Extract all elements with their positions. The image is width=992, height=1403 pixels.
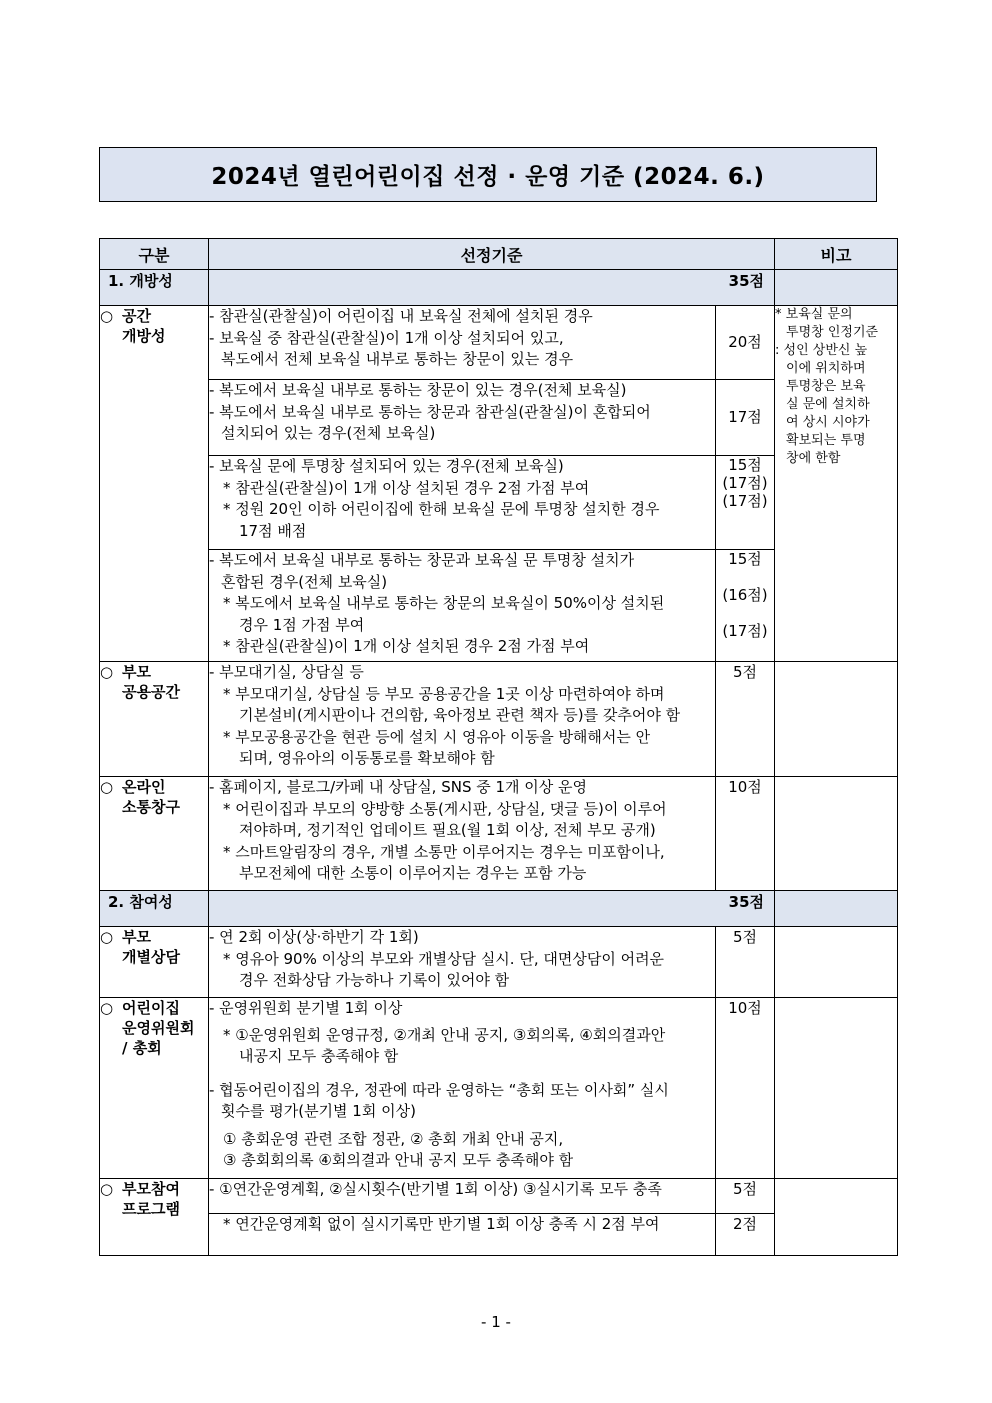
category-name: 어린이집 — [122, 999, 180, 1017]
points-value: (16점) — [722, 586, 768, 604]
points-value: (17점) — [722, 622, 768, 640]
section-score: 35점 — [209, 270, 775, 306]
header-category: 구분 — [100, 239, 209, 270]
criteria-line: 설치되어 있는 경우(전체 보육실) — [221, 424, 436, 442]
header-criteria: 선정기준 — [209, 239, 775, 270]
criteria-line: ③ 총회회의록 ④회의결과 안내 공지 모두 충족해야 함 — [223, 1151, 574, 1169]
criteria-line: - 연 2회 이상(상·하반기 각 1회) — [209, 928, 419, 946]
points-cell — [716, 456, 775, 550]
criteria-line: - 부모대기실, 상담실 등 — [209, 663, 364, 681]
criteria-line: 경우 1점 가점 부여 — [239, 615, 365, 634]
category-space-openness — [100, 306, 209, 662]
criteria-line: * 정원 20인 이하 어린이집에 한해 보육실 문에 투명창 설치한 경우 — [223, 500, 660, 518]
criteria-line: - 참관실(관찰실)이 어린이집 내 보육실 전체에 설치된 경우 — [209, 307, 593, 325]
remark-cell — [775, 777, 898, 891]
section-row-participation — [100, 891, 898, 927]
criteria-line: * 참관실(관찰실)이 1개 이상 설치된 경우 2점 가점 부여 — [223, 478, 590, 497]
table-row — [100, 662, 898, 777]
remark-line: * 보육실 문의 — [775, 307, 853, 322]
criteria-line: - 복도에서 보육실 내부로 통하는 창문과 보육실 문 투명창 설치가 — [209, 551, 635, 569]
remark-cell — [775, 306, 898, 662]
table-row — [100, 927, 898, 998]
points-cell: 10점 — [716, 998, 775, 1179]
category-name: 운영위원회 — [122, 1019, 195, 1037]
table-row — [100, 306, 898, 380]
section-remark-empty — [775, 891, 898, 927]
criteria-cell — [209, 777, 716, 891]
criteria-line: - 협동어린이집의 경우, 정관에 따라 운영하는 “총회 또는 이사회” 실시 — [209, 1080, 669, 1099]
criteria-line: 져야하며, 정기적인 업데이트 필요(월 1회 이상, 전체 부모 공개) — [239, 821, 656, 839]
section-label: 2. 참여성 — [100, 891, 209, 927]
remark-cell — [775, 662, 898, 777]
criteria-line: * 부모공용공간을 현관 등에 설치 시 영유아 이동을 방해해서는 안 — [223, 727, 651, 746]
criteria-line: - 보육실 문에 투명창 설치되어 있는 경우(전체 보육실) — [209, 457, 564, 475]
category-name: 개별상담 — [122, 948, 180, 966]
remark-cell — [775, 998, 898, 1179]
criteria-line: 혼합된 경우(전체 보육실) — [221, 572, 388, 591]
points-value: 15점 — [728, 550, 762, 568]
remark-line: 확보되는 투명 — [786, 433, 866, 448]
criteria-line: * 참관실(관찰실)이 1개 이상 설치된 경우 2점 가점 부여 — [223, 637, 590, 655]
category-name: 온라인 — [122, 778, 166, 796]
criteria-line: 복도에서 전체 보육실 내부로 통하는 창문이 있는 경우 — [221, 350, 574, 368]
category-name: 부모 — [122, 928, 151, 946]
category-program — [100, 1179, 209, 1256]
criteria-line: - 운영위원회 분기별 1회 이상 — [209, 999, 403, 1017]
points-value: (17점) — [722, 492, 768, 510]
points-cell: 5점 — [716, 1179, 775, 1214]
criteria-line: * ①운영위원회 운영규정, ②개최 안내 공지, ③회의록, ④회의결과안 — [223, 1025, 666, 1044]
criteria-cell — [209, 662, 716, 777]
criteria-cell — [209, 380, 716, 456]
criteria-cell — [209, 550, 716, 662]
category-committee — [100, 998, 209, 1179]
points-cell: 5점 — [716, 927, 775, 998]
criteria-line: 횟수를 평가(분기별 1회 이상) — [221, 1102, 416, 1120]
points-cell — [716, 550, 775, 662]
table-header-row — [100, 239, 898, 270]
points-cell: 17점 — [716, 380, 775, 456]
remark-cell — [775, 1179, 898, 1256]
points-value: (17점) — [722, 474, 768, 492]
points-cell: 10점 — [716, 777, 775, 891]
circle-marker: ○ — [100, 1180, 114, 1198]
table-row — [100, 1179, 898, 1214]
circle-marker: ○ — [100, 928, 114, 946]
criteria-table — [99, 238, 898, 1256]
section-score: 35점 — [209, 891, 775, 927]
category-name: 프로그램 — [122, 1200, 180, 1218]
remark-line: 실 문에 설치하 — [786, 397, 870, 412]
criteria-line: - ①연간운영계획, ②실시횟수(반기별 1회 이상) ③실시기록 모두 충족 — [209, 1180, 662, 1198]
criteria-line: * 연간운영계획 없이 실시기록만 반기별 1회 이상 충족 시 2점 부여 — [223, 1215, 660, 1233]
criteria-line: 부모전체에 대한 소통이 이루어지는 경우는 포함 가능 — [239, 864, 587, 882]
criteria-cell — [209, 1214, 716, 1256]
criteria-cell — [209, 1179, 716, 1214]
header-remarks: 비고 — [775, 239, 898, 270]
criteria-line: * 부모대기실, 상담실 등 부모 공용공간을 1곳 이상 마련하여야 하며 — [223, 684, 665, 703]
criteria-cell — [209, 456, 716, 550]
category-name: 공용공간 — [122, 683, 180, 701]
section-row-openness — [100, 270, 898, 306]
criteria-cell — [209, 998, 716, 1179]
criteria-line: 17점 배점 — [239, 521, 307, 540]
criteria-line: 경우 전화상담 가능하나 기록이 있어야 함 — [239, 971, 510, 989]
remark-cell — [775, 927, 898, 998]
section-label: 1. 개방성 — [100, 270, 209, 306]
criteria-line: ① 총회운영 관련 조합 정관, ② 총회 개최 안내 공지, — [223, 1129, 564, 1148]
criteria-line: 내공지 모두 충족해야 함 — [239, 1047, 399, 1065]
criteria-line: * 복도에서 보육실 내부로 통하는 창문의 보육실이 50%이상 설치된 — [223, 594, 665, 612]
title-box — [99, 147, 877, 202]
section-remark-empty — [775, 270, 898, 306]
remark-line: 투명창은 보육 — [786, 379, 866, 394]
category-name: 부모 — [122, 663, 151, 681]
remark-line: 여 상시 시야가 — [786, 415, 870, 430]
criteria-line: 되며, 영유아의 이동통로를 확보해야 함 — [239, 749, 495, 767]
remark-line: : 성인 상반신 높 — [775, 343, 868, 358]
remark-line: 창에 한함 — [786, 451, 841, 466]
category-name: 부모참여 — [122, 1180, 180, 1198]
category-parent-space — [100, 662, 209, 777]
category-name: 개방성 — [122, 327, 166, 345]
points-cell: 5점 — [716, 662, 775, 777]
points-cell: 2점 — [716, 1214, 775, 1256]
circle-marker: ○ — [100, 778, 114, 796]
page-title: 2024년 열린어린이집 선정 · 운영 기준 (2024. 6.) — [211, 164, 765, 190]
points-value: 15점 — [728, 456, 762, 474]
page-number: - 1 - — [481, 1313, 511, 1331]
criteria-cell — [209, 306, 716, 380]
circle-marker: ○ — [100, 307, 114, 325]
category-name: 공간 — [122, 307, 151, 325]
remark-line: 이에 위치하며 — [786, 361, 866, 376]
points-cell: 20점 — [716, 306, 775, 380]
circle-marker: ○ — [100, 999, 114, 1017]
criteria-line: - 홈페이지, 블로그/카페 내 상담실, SNS 중 1개 이상 운영 — [209, 778, 588, 796]
criteria-line: * 스마트알림장의 경우, 개별 소통만 이루어지는 경우는 미포함이나, — [223, 842, 665, 861]
criteria-line: - 보육실 중 참관실(관찰실)이 1개 이상 설치되어 있고, — [209, 328, 564, 347]
remark-line: 투명창 인정기준 — [786, 325, 879, 340]
criteria-line: - 복도에서 보육실 내부로 통하는 창문이 있는 경우(전체 보육실) — [209, 381, 627, 399]
criteria-line: * 어린이집과 부모의 양방향 소통(게시판, 상담실, 댓글 등)이 이루어 — [223, 799, 667, 818]
category-online — [100, 777, 209, 891]
table-row — [100, 998, 898, 1179]
criteria-line: - 복도에서 보육실 내부로 통하는 창문과 참관실(관찰실)이 혼합되어 — [209, 402, 651, 421]
criteria-cell — [209, 927, 716, 998]
criteria-line: * 영유아 90% 이상의 부모와 개별상담 실시. 단, 대면상담이 어려운 — [223, 949, 665, 968]
criteria-line: 기본설비(게시판이나 건의함, 육아정보 관련 책자 등)를 갖추어야 함 — [239, 706, 681, 724]
circle-marker: ○ — [100, 663, 114, 681]
category-name: / 총회 — [122, 1039, 162, 1057]
category-counsel — [100, 927, 209, 998]
category-name: 소통창구 — [122, 798, 180, 816]
table-row — [100, 777, 898, 891]
